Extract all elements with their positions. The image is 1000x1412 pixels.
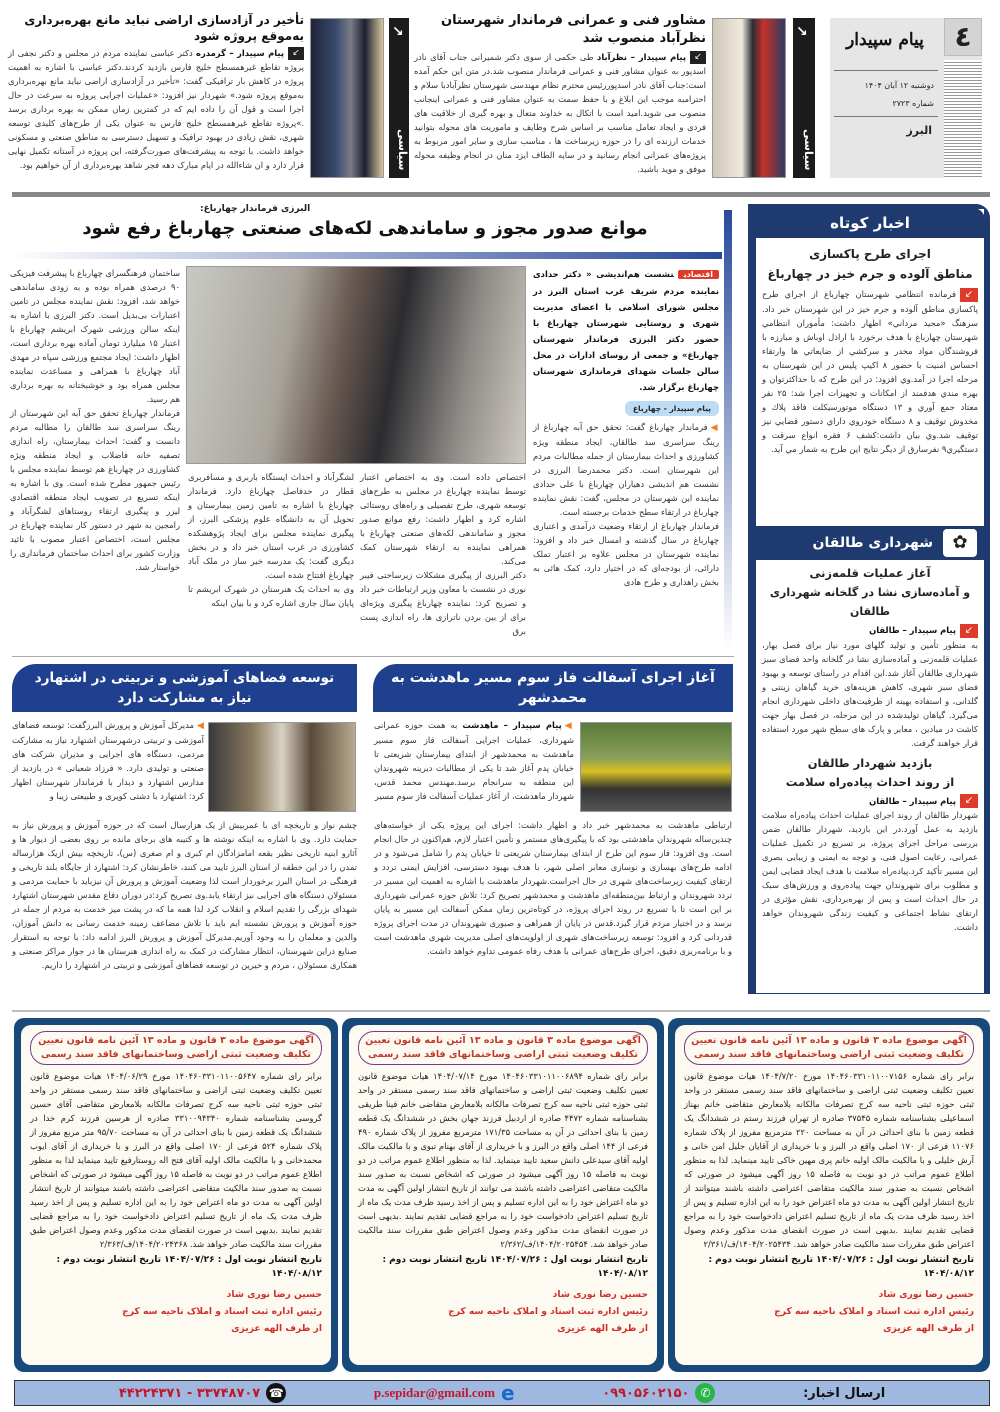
story-body: دکتر عباسی نماینده مردم در مجلس و دکتر نجفی از پروژه تقاطع غیرهمسطح خلیج فارس بازدید کردند.دکتر عباسی با اشاره به اهمیت پروژه در کاهش بار ترافیکی گفت: «تأخیر در آزادسازی اراضی نباید مانع بهره‌برداری به‌موقع پروژه شود.» شهردار نیز افزود: «عملیات اجرایی پروژه به سرعت در حال اجرا است و قول آن را داده ایم که در کمترین زمان ممکن به بهره برداری برسد .»پروژه تقاطع غیرهمسطح خلیج فارس به عنوان یکی از طرح‌های کلیدی توسعه شهری، نقش زیادی در بهبود ترافیک و تسهیل دسترسی به مناطق صنعتی و مسکونی خواهد داشت. با توجه به پیشرفت‌های صورت‌گرفته، این پروژه در آستانه تکمیل نهایی قرار دارد و ان شاءالله در ایام مبارک دهه فجر شاهد بهره‌برداری از آن خواهیم بود. — [8, 48, 304, 170]
source-badge: پیام سپیدار - چهارباغ — [625, 401, 719, 416]
email-icon: e — [501, 1381, 515, 1405]
arrow-icon: ↙ — [960, 624, 978, 638]
story-body: فرماندار چهارباغ گفت: تحقق حق آبه چهارباغ از رینگ سراسری سد طالقان، ایجاد منطقه ویژه کشاورزی و احداث بیمارستان از جمله مطالبات مردم این شهرستان است. دکتر محمدرضا البرزی در نشست هم اندیشی دهیاران چهارباغ با علی حدادی نماینده این شهرستان در مجلس، گفت: نقش نماینده چهارباغ در ارتقاء سطح خدمات برجسته است. فرماندار چهارباغ از ارتقاء وضعیت درآمدی و اعتباری چهارباغ در سال گذشته و امسال خبر داد و افزود: نماینده شهرستان در مجلس علاوه بر اعتبار تملک دارائی، از بودجه‌ای که در اختیار دارد، کمک هائی به بخش راهداری و طرح هادی — [533, 422, 719, 587]
ad-dates: تاریخ انتشار نوبت اول : ۱۴۰۴/۰۷/۲۶ تاریخ انتشار نوبت دوم : ۱۴۰۴/۰۸/۱۲ — [56, 1255, 322, 1279]
ad-title: آگهی موضوع ماده ۳ قانون و ماده ۱۳ آئین نامه قانون تعیین تکلیف وضعیت ثبتی اراضی وساختمانهای فاقد سند رسمی — [30, 1031, 322, 1065]
byline: پیام سپیدار – طالقان — [869, 625, 956, 635]
divider — [12, 656, 734, 657]
education-photo — [208, 722, 356, 812]
headline: تأخیر در آزادسازی اراضی نباید مانع بهره‌برداری به‌موقع پروژه شود — [24, 13, 304, 43]
asphalt-story-title: آغاز اجرای آسفالت فاز سوم مسیر ماهدشت به محمدشهر — [373, 664, 733, 712]
byline: پیام سپیدار – نظرآباد — [597, 52, 686, 62]
short-news-1 — [762, 244, 978, 456]
arrow-icon: ↘ — [796, 24, 808, 40]
ad-body: برابر رای شماره ۱۴۰۴۶۰۳۳۱۰۱۱۰۰۷۱۵۶ مورخ ۱۴۰۴/۷/۲۰ هیات موضوع قانون تعیین تکلیف وضعیت ثبتی اراضی و ساختمانهای فاقد سند رسمی مستقر در واحد ثبتی حوزه ثبتی ناحیه سه کرج تصرفات مالکانه بلامعارض متقاضی خانم بهناز اسماعیلی بشناسنامه شماره ۳۷۵۴۵ صادره از تهران فرزند رستم در ششدانگ یک قطعه زمین با بنای احداثی در آن به مساحت ۲۲۰ مترمربع مفروز از پلاک شماره ۱۱۰۷۶ فرعی از ۱۷۰ اصلی واقع در البرز و با خریداری از آقایان جلیل امن خانی و آرش خلیلی و با مالکیت مالک اولیه خانم پری مهین خاکی تایید مینماید. لذا به منظور اطلاع عموم مراتب در دو نوبت به فاصله ۱۵ روز آگهی میشود در صورتی که اشخاص نسبت به صدور سند مالکیت متقاضی اعتراضی داشته باشند میتوانند از تاریخ انتشار اولین آگهی به مدت دو ماه اعتراض خود را به این اداره تسلیم و پس از اخذ رسید ظرف مدت یک ماه از تاریخ تسلیم اعتراض دادخواست خود را به مراجع قضایی تقدیم نمایند .بدیهی است در صورت انقضای مدت مذکور وعدم وصول اعتراض طبق مقررات سند مالکیت صادر خواهد شد. ۱۴۰۴/۲۰۲۵۴۳۴/ف/۲/۳۶۱ — [684, 1071, 974, 1249]
masthead — [830, 18, 982, 178]
main-story-intro: اقتصادینشست هم‌اندیشی « دکتر حدادی نماینده مردم شریف غرب استان البرز در مجلس شورای اسلامی با اعضای مدیریت شهری و روستایی شهرستان چهارباغ با حضور دکتر البرزی فرماندار شهرستان چهارباغ» و جمعی از روسای ادارات در محل سالن جلسات شهدای فرمانداری شهرستان چهارباغ برگزار شد. پیام سپیدار - چهارباغ ◀فرماندار چهارباغ گفت: تحقق حق آبه چهارباغ از رینگ سراسری سد طالقان، ایجاد منطقه ویژه کشاورزی و احداث بیمارستان از جمله مطالبات مردم این شهرستان است. دکتر محمدرضا البرزی در نشست هم اندیشی دهیاران چهارباغ با علی حدادی نماینده این شهرستان در مجلس، گفت: نقش نماینده چهارباغ در ارتقاء سطح خدمات برجسته است. فرماندار چهارباغ از ارتقاء وضعیت درآمدی و اعتباری چهارباغ در سال گذشته و امسال خبر داد و افزود: نماینده شهرستان در مجلس علاوه بر اعتبار تملک دارائی، از بودجه‌ای که در اختیار دارد، کمک هائی به بخش راهداری و طرح هادی — [533, 269, 719, 587]
legal-ad-3 — [14, 1018, 338, 1372]
whatsapp-number[interactable]: ۰۹۹۰۵۶۰۲۱۵۰ — [602, 1385, 690, 1401]
story-body: شهردار طالقان از روند اجرای عملیات احداث پیاده‌راه سلامت بازدید به عمل آورد.در این بازدید، شهردار طالقان ضمن بررسی مراحل اجرای پروژه، بر تسریع در تکمیل عملیات عمرانی، رعایت اصول فنی، و توجه به ایمنی و زیبایی بصری این مسیر تأکید کرد.پیاده‌راه سلامت با هدف ایجاد فضایی ایمن و مطلوب برای شهروندان جهت پیاده‌روی و ورزش‌های سبک در حال احداث است و پس از بهره‌برداری، نقش مؤثری در ارتقای نشاط اجتماعی و کیفیت زندگی شهروندان خواهد داشت. — [762, 810, 978, 932]
top-story-2 — [8, 12, 304, 172]
ad-signatory: حسین رضا نوری شاد — [552, 1289, 648, 1300]
story-body: چشم نواز و تاریخچه ای با عمربیش از یک هزارسال است که در حوزه آموزش و پرورش نیاز به حمایت دارد. وی با اشاره به اینکه نوشته ها و کتیبه های برجای مانده بر روی بعضی از دیوار ها و آثارو ابنیه تاریخی نظیر بقعه امامزادگان ام کبری و ام صغری (س)، تاریخچه بیش ازیک هزارساله تمدن را در این خطقه از استان البرز تایید می کنند، خاطرنشان کرد: اشتهارد از جایگاه بلند تاریخی و فرهنگی در استان البرز برخوردار است لذا وضعیت آموزش و پرورش آن نیزباید با حمایت مردمی و مسئولان دستگاه های اجرایی نیز ارتقاء یابد.وی تصریح کرد:در دوران دفاع مقدس شهرستان اشتهارد شهدای بزرگی را تقدیم اسلام و انقلاب کرد لذا همه ما که در پشت میز خدمت به مردم از جمله در حوزه آموزش و پرورش نشسته ایم باید با تلاش مضاعف زمینه خدمت رسانی به دانش آموزان، والدین و معلمان را به وجود آوریم.مدیرکل آموزش و پرورش البرز ادامه داد: با توجه به استقرار صنایع دراین شهرستان، انتظار مشارکت در کمک به راه اندازی هنرستان ها در جوار مراکز صنعتی و همکاری مسئولان ، مردم و خیرین در توسعه فضاهای آموزشی و تربیتی در اشتهارد را داریم. — [12, 820, 357, 970]
arrow-icon: ↙ — [960, 794, 978, 808]
ad-title: آگهی موضوع ماده ۳ قانون و ماده ۱۳ آئین نامه قانون تعیین تکلیف وضعیت ثبتی اراضی وساختمانهای فاقد سند رسمی — [358, 1031, 648, 1065]
category-badge: اقتصادی — [678, 270, 719, 279]
ad-body: برابر رای شماره ۱۴۰۴۶۰۳۳۱۰۱۱۰۰۶۸۹۴ مورخ ۱۴۰۴/۰۷/۱۴ هیات موضوع قانون تعیین تکلیف وضعیت ثبتی اراضی و ساختمانهای فاقد سند رسمی مستقر در واحد ثبتی حوزه ثبتی ناحیه سه کرج تصرفات مالکانه بلامعارض متقاضی خانم فینا طریقی بشناسنامه شماره ۴۴۷۲ صادره از اردبیل فرزند جهان بخش در ششدانگ یک قطعه زمین با بنای احداثی در آن به مساحت ۱۷۱/۳۵ مترمربع مفروز از پلاک شماره ۴۹۰ فرعی از ۱۴۴ اصلی واقع در البرز و با خریداری از آقای بهنام تبوی و با مالکیت مالک اولیه آقای سیدعلی دانش سعید تایید مینماید. لذا به منظور اطلاع عموم مراتب در دو نوبت به فاصله ۱۵ روز آگهی میشود در صورتی که اشخاص نسبت به صدور سند مالکیت متقاضی اعتراضی داشته باشند می توانند از تاریخ انتشار اولین آگهی به مدت دو ماه اعتراض خود را به این اداره تسلیم و پس از اخذ رسید ظرف مدت یک ماه از تاریخ تسلیم اعتراض دادخواست خود را به مراجع قضایی تقدیم نمایند .بدیهی است در صورت انقضای مدت مذکور وعدم وصول اعتراض طبق مقررات سند مالکیت صادر خواهد شد. ۱۴۰۴/۲۰۲۵۴۵۴/ف/۲/۳۶۲ — [358, 1071, 649, 1249]
ad-signatory: حسین رضا نوری شاد — [878, 1289, 974, 1300]
ad-signatory-behalf: از طرف الهه عزیزی — [231, 1323, 322, 1334]
sidebar-title: اخبار کوتاه — [755, 208, 985, 238]
arrow-icon: ↙ — [690, 51, 706, 64]
asphalt-photo — [580, 722, 732, 812]
ad-body: برابر رای شماره ۱۴۰۴۶۰۳۳۱۰۱۱۰۰۵۶۴۷ مورخ ۱۴۰۴/۰۶/۲۹ هیات موضوع قانون تعیین تکلیف وضعیت ثبتی اراضی و ساختمانهای فاقد سند رسمی مستقر در واحد ثبتی حوزه ثبتی ناحیه سه کرج تصرفات مالکانه بلامعارض متقاضی آقای حسین گروسی بشناسنامه شماره ۳۳۱۰۰۹۴۳۴۰ صادره از هرسین فرزند کرم خدا در ششدانگ یک قطعه زمین با بنای احداثی در آن به مساحت ۹۵/۷۰ متر مربع مفروز از پلاک شماره ۵۲۴ فرعی از ۱۷۰ اصلی واقع در البرز و با خریداری از آقای ایوب محمدخانی و با مالکیت مالک اولیه آقای فتح اله روستارفیع تایید مینماید لذا به منظور اطلاع عموم مراتب در دو نوبت به فاصله ۱۵ روز آگهی میشود در صورتی که اشخاص نسبت به صدور سند مالکیت متقاضی اعتراضی داشته باشند میتوانند از تاریخ انتشار اولین آگهی به مدت دو ماه اعتراض خود را به این اداره تسلیم و پس از اخذ رسید ظرف مدت یک ماه از تاریخ تسلیم اعتراض دادخواست خود را به مراجع قضایی تقدیم نمایند .بدیهی است در صورت انقضای مدت مذکور وعدم وصول اعتراض طبق مقررات سند مالکیت صادر خواهد شد. ۱۴۰۴/۲۰۲۴۳۶۸/ف/۲/۳۶۳ — [30, 1071, 323, 1249]
ad-title: آگهی موضوع ماده ۳ قانون و ماده ۱۳ آئین نامه قانون تعیین تکلیف وضعیت ثبتی اراضی وساختمانهای فاقد سند رسمی — [684, 1031, 974, 1065]
issue-date: دوشنبه ۱۲ آبان ۱۴۰۴ — [864, 81, 934, 90]
headline: بازدید شهردار طالقان — [807, 755, 933, 770]
ad-signatory: حسین رضا نوری شاد — [226, 1289, 322, 1300]
main-story-kicker: البرزی فرماندار چهارباغ: — [200, 204, 311, 214]
divider — [12, 1010, 990, 1012]
triangle-icon: ◀ — [564, 721, 575, 731]
phone-icon: ☎ — [266, 1383, 286, 1403]
arrow-icon: ↘ — [392, 24, 404, 40]
story-photo — [310, 18, 384, 178]
story-body: ساختمان فرهنگسرای چهارباغ با پیشرفت فیزیکی ۹۰ درصدی همراه بوده و به زودی ساماندهی خواهد شد، افزود: نقش نماینده مجلس در تامین اعتبارات بی‌بدیل است. دکتر البرزی با اشاره به اینکه سالن ورزشی شهرک ابریشم چهارباغ با اعتبار ۱۵ میلیارد تومان آماده بهره برداری است، اظهار داشت: ایجاد مجتمع ورزشی سپاه در مهدی آباد چهارباغ با همراهی و مساعدت نماینده مجلس همراه بود و خوشبختانه به بهره برداری هم رسید. فرماندار چهارباغ تحقق حق آبه این شهرستان از رینگ سراسری سد طالقان را مطالبه مردم دانست و گفت: احداث بیمارستان، راه اندازی تصفیه خانه فاضلاب و ایجاد منطقه ویژه کشاورزی در چهارباغ هم توسط نماینده مجلس با رئیس جمهور مطرح شده است. وی با اشاره به اینکه تسریع در تصویب ایجاد منطقه اقتصادی لیزر و پیگیری ارتقاء روستاهای لشگرآباد و رامجین به شهر در دستور کار نماینده چهارباغ در مجلس است، اختصاص اعتبار مصوب با تائید وزارت کشور برای احداث ساختمان فرمانداری را خواستار شد. — [10, 268, 180, 572]
arrow-icon: ↙ — [288, 47, 304, 60]
headline: از روند احداث پیاده‌راه سلامت — [785, 774, 955, 789]
divider — [12, 192, 990, 197]
story-body: به منظور تأمین و تولید گلهای مورد نیاز برای فصل بهار، عملیات قلمه‌زنی و آماده‌سازی نشا در گلخانه واحد فضای سبز شهرداری طالقان آغاز شد.این اقدام در راستای توسعه و بهبود فضای سبز شهری، کاهش هزینه‌های خرید گیاهان زینتی و گلدانی، و استفاده بهینه از ظرفیت‌های داخلی شهرداری انجام می‌گیرد. گیاهان تولیدشده در این مرحله، در فصل بهار جهت کاشت در میادین ، معابر و پارک های سطح شهر مورد استفاده قرار خواهند گرفت. — [762, 639, 978, 748]
municipality-logo-icon: ✿ — [943, 529, 977, 557]
main-story-photo — [186, 266, 526, 464]
headline: آغاز عملیات قلمه‌زنی — [809, 566, 931, 580]
issue-number: شماره ۲۷۲۳ — [892, 99, 934, 108]
top-story-1 — [414, 12, 706, 176]
legal-ad-1 — [668, 1018, 990, 1372]
municipality-header — [755, 526, 985, 560]
story-body: اختصاص داده است. وی به اختصاص اعتبار توسط نماینده چهارباغ در مجلس به طرح‌های توسعه شهری، طرح تفصیلی و راه‌های روستائی اشاره کرد و اظهار داشت: رفع موانع صدور مجوز و ساماندهی لکه‌های صنعتی چهارباغ با همراهی نماینده به ارتقاء شهرستان کمک می‌کند. دکتر البرزی از پیگیری مشکلات زیرساختی فیبر نوری در نشست با معاون وزیر ارتباطات خبر داد و تصریح کرد: نماینده چهارباغ پیگیری ویژه‌ای برای از بین بردن ناترازی ها، راه اندازی پست برق — [359, 472, 526, 636]
ad-signatory-behalf: از طرف الهه عزیزی — [557, 1323, 648, 1334]
byline: پیام سپیدار – طالقان — [869, 795, 956, 806]
section-label: ↘ سیاسی — [793, 18, 815, 178]
newspaper-logo: پیام سپیدار — [846, 30, 924, 50]
phone-numbers[interactable]: ۳۳۷۴۸۷۰۷ - ۴۴۲۲۴۳۷۱ — [118, 1385, 261, 1401]
story-body: ارتباطی ماهدشت به محمدشهر خبر داد و اظهار داشت: اجرای این پروژه یکی از خواسته‌های چندین‌ساله شهروندان ماهدشتی بود که با پیگیری‌های مستمر و تأمین اعتبار لازم، هم‌اکنون در حال انجام است. وی افزود: فاز سوم این طرح از ابتدای بیمارستان شریعتی تا خیابان پدم را شامل می‌شود و در ادامه طرح‌های بهسازی و نوسازی معابر اصلی شهر، با هدف بهبود دسترسی، افزایش ایمنی تردد و ارتقای کیفیت زیرساخت‌های شهری در حال اجراست.شهردار ماهدشت با اشاره به اهمیت این مسیر در تردد شهروندان و ارتباط بین‌منطقه‌ای ماهدشت و محمدشهر تصریح کرد: تلاش حوزه عمرانی شهرداری بر این است تا با تسریع در روند اجرای پروژه، در کوتاه‌ترین زمان ممکن آسفالت این مسیر به پایان برسد و در اختیار مردم قرار گیرد.قدس در پایان از همراهی و صبوری شهروندان در مدت اجرای پروژه قدردانی کرد و افزود: توسعه زیرساخت‌های شهری از اولویت‌های اصلی مدیریت شهری ماهدشت است و با برنامه‌ریزی دقیق، اجرای طرح‌های عمرانی با هدف رفاه عمومی تداوم خواهد داشت. — [374, 820, 732, 956]
ad-signatory-title: رئیس اداره ثبت اسناد و املاک ناحیه سه کرج — [448, 1306, 648, 1317]
triangle-icon: ◀ — [197, 721, 204, 731]
email-link[interactable]: p.sepidar@gmail.com — [373, 1385, 496, 1400]
arrow-icon: ↙ — [960, 288, 978, 302]
story-body: مدیرکل آموزش و پرورش البرزگفت: توسعه فضاهای آموزشی و تربیتی درشهرستان اشتهارد نیاز به مشارکت مردمی، دستگاه های اجرایی و مدیران شرکت های صنعتی و تولیدی دارد. « فرزاد شعبانی » در بازدید از مدارس اشتهارد و دیدار با فرماندار شهرستان اظهار کرد: اشتهارد با دشتی کویری و طبیعتی زیبا و — [12, 720, 204, 801]
story-body: طی حکمی از سوی دکتر شمیرانی جناب آقای نادر اسدپور به عنوان مشاور فنی و عمرانی فرماندار منصوب شد.در متن این حکم آمده است:جناب آقای نادر اسدپوررئیس محترم نظام مهندسی شهرستان نظرآبادبا سلام و احترامبه موجب این ابلاغ و با حفظ سمت به عنوان مشاور فنی و عمرانی اینجانب منصوب می شوید.امید است با اتکال به خداوند متعال و بهره گیری از خلاقیت های فردی و ایجاد تعامل مناسب بر اساس شرح وظایف و ماموریت های محوله بتوانید خدمات ارزنده ای را در حوزه زیرساخت ها ، مناسب سازی و سایر امور مربوط به پروژه‌های عمرانی انجام رسانید و در سایه الطاف ایزد منان در انجام وظیفه محوله موفق و موید باشید. — [414, 52, 706, 174]
region-label: البرز — [906, 124, 932, 137]
headline: مناطق آلوده و جرم خیز در چهارباغ — [767, 267, 973, 281]
legal-ad-2 — [342, 1018, 664, 1372]
main-story-title: موانع صدور مجوز و ساماندهی لکه‌های صنعتی چهارباغ رفع شود — [82, 218, 648, 239]
footer-label: ارسال اخبار: — [803, 1385, 886, 1401]
story-body: به همت حوزه عمرانی شهرداری، عملیات اجرایی آسفالت فاز سوم مسیر ماهدشت به محمدشهر از ابتدای بیمارستان شریعتی تا خیابان پدم آغاز شد تا یکی از مطالبات دیرینه شهروندان این منطقه به سرانجام برسد.مهندس محمد قدس، شهردار ماهدشت، از آغاز عملیات آسفالت فاز سوم مسیر — [374, 720, 574, 801]
story-body: فرمانده انتظامي شهرستان چهارباغ از اجراي طرح پاكسازي مناطق آلوده و جرم خيز در اين شهرستان خبر داد. سرهنگ «مجيد مرداني» اظهار داشت: مأموران انتظامي شهرستان چهارباغ با هدف برخورد با اراذل اوباش و مبارزه با فروشندگان مواد مخدر و سركشي از ضايعاتي ها وارتقاء احساس امنيت با حضور ۸ اكيپ پليس در اين شهرستان به مرحله اجرا در آمد.وي افزود: در اين طرح كه با حداكثرتوان و بهره مندي هدفمند از امكانات و تجهيزات اجرا شد: ۲۵ نفر معتاد جمع آوري و ۱۳ دستگاه موتورسيكلت فاقد پلاك و مخدوش توقيف و ۸ دستگاه خودروي داراي دستور قضايي نيز توقيف شد.وي بيان داشت:كشف ۶ فقره انواع سرقت و دستگيري۹ نفرسارق از ديگر نتايج اين طرح به شمار مي آيد. — [762, 289, 978, 454]
sidebar — [748, 204, 990, 994]
headline: اجرای طرح پاکسازی — [809, 247, 931, 261]
ad-dates: تاریخ انتشار نوبت اول : ۱۴۰۴/۰۷/۲۶ تاریخ انتشار نوبت دوم : ۱۴۰۴/۰۸/۱۲ — [382, 1255, 648, 1279]
education-story-title: توسعه فضاهای آموزشی و تربیتی در اشتهارد نیاز به مشارکت دارد — [12, 664, 357, 712]
story-photo — [712, 18, 786, 178]
title-underline — [10, 252, 722, 259]
municipality-title: شهرداری طالقان — [812, 535, 933, 551]
byline: پیام سپیدار – گرمدره — [196, 48, 284, 58]
masthead-stripes — [944, 60, 982, 178]
contact-footer — [14, 1380, 990, 1406]
short-news-2 — [762, 564, 978, 934]
section-label: ↘ سیاسی — [389, 18, 409, 178]
byline: پیام سپیدار – ماهدشت — [462, 720, 562, 730]
page-number: ٤ — [944, 18, 982, 56]
ad-dates: تاریخ انتشار نوبت اول : ۱۴۰۴/۰۷/۲۶ تاریخ انتشار نوبت دوم : ۱۴۰۴/۰۸/۱۲ — [708, 1255, 974, 1279]
ad-signatory-behalf: از طرف الهه عزیزی — [883, 1323, 974, 1334]
headline: مشاور فنی و عمرانی فرماندار شهرستان نظرآباد منصوب شد — [441, 13, 706, 46]
ad-signatory-title: رئیس اداره ثبت اسناد و املاک ناحیه سه کرج — [774, 1306, 974, 1317]
headline: و آماده‌سازی نشا در گلخانه شهرداری طالقان — [769, 586, 971, 618]
story-body: لشگرآباد و احداث ایستگاه باربری و مسافربری قطار در حدفاصل چهارباغ دارد. فرماندار چهارباغ با اشاره به تامین زمین بیمارستان و تحویل آن به دانشگاه علوم پزشکی البرز، از پیگیری نماینده مجلس برای ایجاد پژوهشکده کشاورزی در غرب استان خبر داد و در بخش دیگری گفت: یک مدرسه خیر ساز در ملک آباد چهارباغ افتتاح شده است. وی به احداث یک هنرستان در شهرک ابریشم تا پایان سال جاری اشاره کرد و با بیان اینکه — [188, 472, 354, 608]
ad-signatory-title: رئیس اداره ثبت اسناد و املاک ناحیه سه کرج — [122, 1306, 322, 1317]
whatsapp-icon: ✆ — [695, 1383, 715, 1403]
triangle-icon: ◀ — [710, 423, 719, 433]
